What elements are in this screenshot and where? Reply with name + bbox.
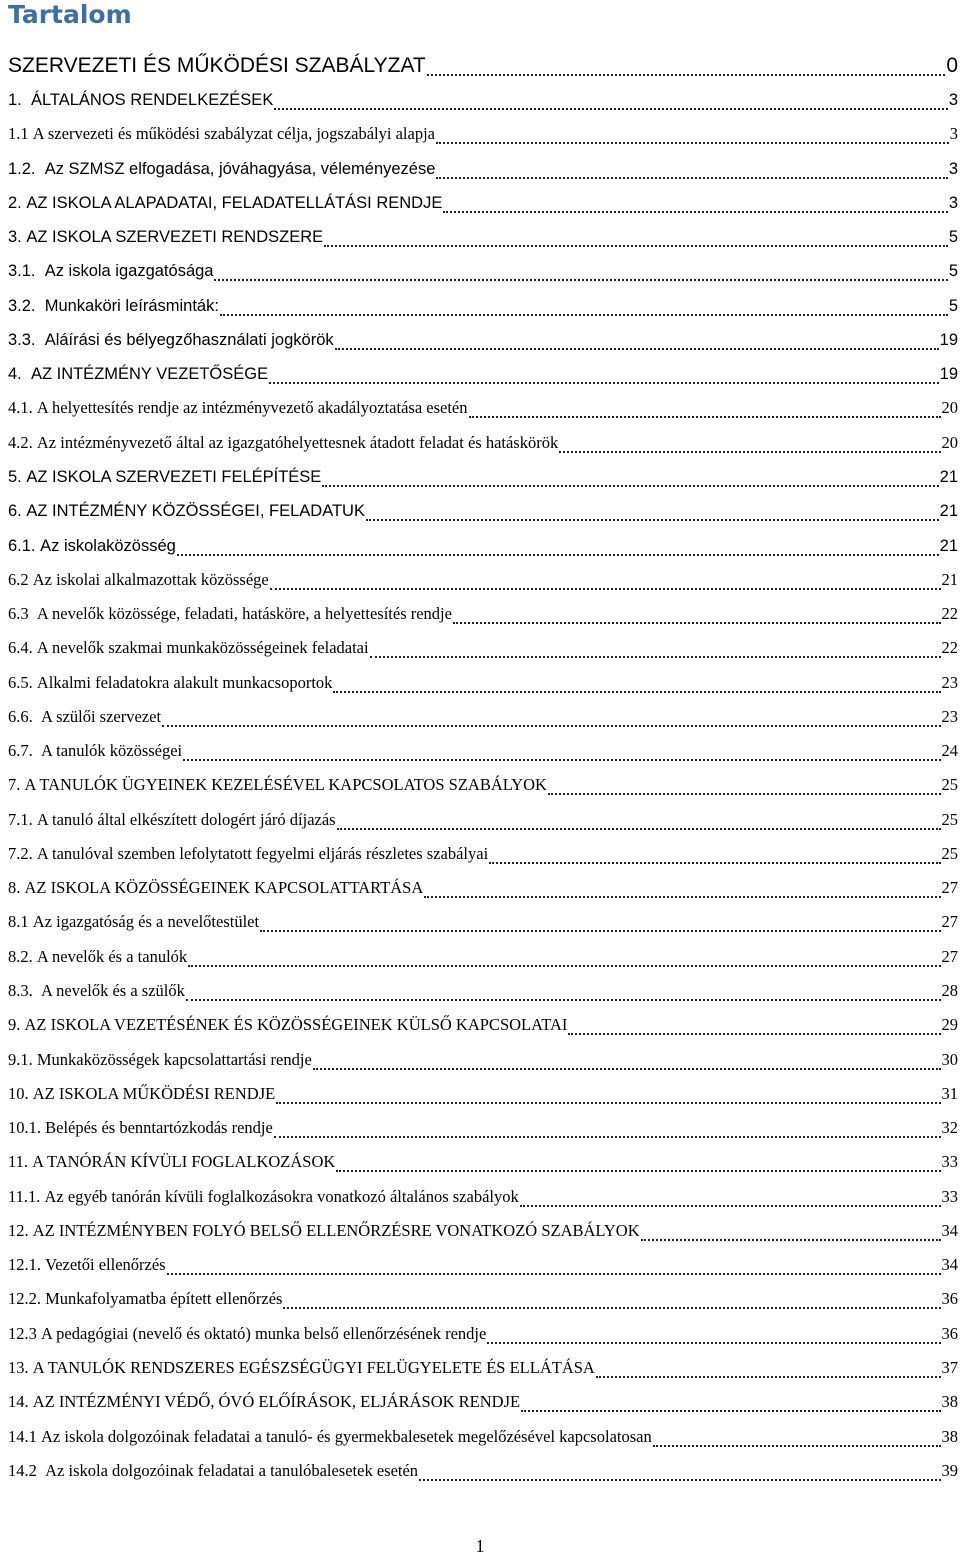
toc-entry[interactable]	[8, 1145, 958, 1179]
toc-entry-title: Az egyéb tanórán kívüli foglalkozásokra vonatkozó általános szabályok	[44, 1186, 519, 1206]
toc-entry-page: 27	[941, 912, 958, 932]
toc-entry[interactable]	[8, 49, 958, 83]
toc-entry-page: 33	[941, 1152, 958, 1172]
toc-entry-title: Vezetői ellenőrzés	[45, 1255, 166, 1275]
toc-dot-leader	[220, 314, 948, 316]
toc-entry[interactable]	[8, 186, 958, 220]
toc-entry[interactable]	[8, 426, 958, 460]
toc-entry-title: A tanuló által elkészített dologért járó díjazás	[36, 809, 336, 829]
toc-entry-number: 7.1.	[8, 809, 37, 829]
toc-dot-leader	[276, 1102, 940, 1104]
toc-entry-page: 34	[941, 1220, 958, 1240]
toc-dot-leader	[335, 348, 939, 350]
toc-dot-leader	[453, 622, 941, 624]
toc-entry-number: 3.1.	[8, 262, 45, 281]
toc-entry-number: 10.	[8, 1083, 33, 1103]
toc-entry[interactable]	[8, 289, 958, 323]
toc-entry-number: 11.1.	[8, 1186, 45, 1206]
toc-entry-title: ÁLTALÁNOS RENDELKEZÉSEK	[30, 91, 274, 109]
toc-entry-title: A nevelők szakmai munkaközösségeinek feladatai	[36, 638, 369, 658]
toc-dot-leader	[167, 1273, 941, 1275]
toc-entry-number: 12.	[8, 1220, 33, 1240]
toc-entry[interactable]	[8, 1077, 958, 1111]
toc-dot-leader	[370, 656, 941, 658]
toc-entry-title: A TANULÓK RENDSZERES EGÉSZSÉGÜGYI FELÜGYELETE ÉS ELLÁTÁSA	[32, 1357, 595, 1377]
toc-entry-page: 37	[941, 1357, 958, 1377]
toc-entry[interactable]	[8, 254, 958, 288]
toc-entry-page: 19	[939, 330, 958, 349]
toc-dot-leader	[424, 896, 940, 898]
toc-entry-title: SZERVEZETI ÉS MŰKÖDÉSI SZABÁLYZAT	[8, 54, 426, 77]
toc-entry-number: 7.	[8, 775, 25, 795]
toc-dot-leader	[337, 828, 941, 830]
toc-entry-title: Az igazgatóság és a nevelőtestület	[32, 912, 260, 932]
toc-dot-leader	[419, 1479, 940, 1481]
toc-entry-page: 38	[941, 1426, 958, 1446]
toc-dot-leader	[489, 862, 940, 864]
toc-dot-leader	[186, 999, 941, 1001]
toc-entry-page: 21	[939, 536, 958, 555]
toc-entry[interactable]	[8, 1043, 958, 1077]
toc-dot-leader	[548, 793, 941, 795]
toc-dot-leader	[269, 382, 939, 384]
toc-entry[interactable]	[8, 494, 958, 528]
toc-entry[interactable]	[8, 1420, 958, 1454]
toc-entry[interactable]	[8, 152, 958, 186]
toc-entry-number: 14.2	[8, 1460, 46, 1480]
toc-entry[interactable]	[8, 117, 958, 151]
toc-entry-title: Az iskola igazgatósága	[44, 262, 214, 281]
toc-dot-leader	[427, 74, 946, 76]
toc-entry-page: 36	[941, 1289, 958, 1309]
toc-entry-number: 12.1.	[8, 1255, 46, 1275]
toc-entry[interactable]	[8, 529, 958, 563]
toc-entry-number: 9.1.	[8, 1049, 37, 1069]
toc-entry-title: Az iskolai alkalmazottak közössége	[32, 569, 269, 589]
toc-entry-page: 21	[939, 502, 958, 521]
toc-entry-title: A nevelők közössége, feladati, hatásköre, a helyettesítés rendje	[36, 604, 452, 624]
toc-entry-number: 1.1	[8, 124, 33, 144]
toc-entry-page: 32	[941, 1118, 958, 1138]
toc-entry-title: A TANÓRÁN KÍVÜLI FOGLALKOZÁSOK	[32, 1152, 336, 1172]
toc-entry-number: 1.2.	[8, 159, 45, 178]
toc-entry-title: Belépés és benntartózkodás rendje	[45, 1118, 273, 1138]
toc-entry[interactable]	[8, 1385, 958, 1419]
toc-entry-page: 3	[948, 193, 958, 212]
toc-entry-page: 20	[941, 398, 958, 418]
toc-entry-number: 3.2.	[8, 296, 45, 315]
toc-entry[interactable]	[8, 1111, 958, 1145]
toc-dot-leader	[274, 1136, 941, 1138]
toc-entry-page: 25	[941, 809, 958, 829]
toc-entry[interactable]	[8, 1282, 958, 1316]
toc-entry-number: 6.6.	[8, 706, 41, 726]
toc-entry-number: 2.	[8, 193, 27, 212]
toc-dot-leader	[520, 1205, 941, 1207]
toc-entry-page: 0	[946, 54, 958, 77]
toc-entry-title: AZ ISKOLA ALAPADATAI, FELADATELLÁTÁSI RENDJE	[26, 193, 443, 212]
toc-dot-leader	[336, 1170, 940, 1172]
toc-entry-title: A szülői szervezet	[41, 706, 162, 726]
toc-entry[interactable]	[8, 391, 958, 425]
toc-entry[interactable]	[8, 974, 958, 1008]
toc-dot-leader	[443, 211, 947, 213]
toc-dot-leader	[366, 519, 939, 521]
toc-entry-page: 38	[941, 1392, 958, 1412]
page-title: Tartalom	[8, 0, 132, 29]
toc-entry-title: AZ INTÉZMÉNYI VÉDŐ, ÓVÓ ELŐÍRÁSOK, ELJÁRÁSOK RENDJE	[32, 1392, 521, 1412]
toc-entry-page: 19	[939, 365, 958, 384]
toc-entry[interactable]	[8, 631, 958, 665]
toc-entry[interactable]	[8, 700, 958, 734]
toc-entry[interactable]	[8, 83, 958, 117]
toc-dot-leader	[313, 1068, 941, 1070]
toc-entry-page: 30	[941, 1049, 958, 1069]
toc-entry-title: AZ INTÉZMÉNYBEN FOLYÓ BELSŐ ELLENŐRZÉSRE VONATKOZÓ SZABÁLYOK	[32, 1220, 640, 1240]
toc-entry-number: 8.3.	[8, 981, 41, 1001]
toc-entry-number: 3.3.	[8, 330, 45, 349]
toc-dot-leader	[436, 142, 949, 144]
toc-entry-title: AZ ISKOLA SZERVEZETI FELÉPÍTÉSE	[26, 467, 322, 486]
toc-entry-title: A nevelők és a tanulók	[36, 946, 188, 966]
toc-dot-leader	[177, 554, 939, 556]
toc-entry-page: 20	[941, 432, 958, 452]
toc-entry[interactable]	[8, 460, 958, 494]
toc-dot-leader	[436, 177, 947, 179]
toc-entry-page: 3	[949, 124, 958, 144]
toc-entry-number: 10.1.	[8, 1118, 46, 1138]
toc-dot-leader	[322, 485, 938, 487]
toc-entry-number: 3.	[8, 228, 27, 247]
toc-entry-title: Munkaköri leírásminták:	[44, 296, 219, 315]
toc-entry-title: Alkalmi feladatokra alakult munkacsoportok	[36, 672, 333, 692]
toc-dot-leader	[559, 451, 940, 453]
toc-entry-number: 12.2.	[8, 1289, 46, 1309]
toc-entry-page: 25	[941, 775, 958, 795]
toc-entry-page: 33	[941, 1186, 958, 1206]
toc-entry-title: Aláírási és bélyegzőhasználati jogkörök	[44, 330, 334, 349]
toc-entry-title: Az intézményvezető által az igazgatóhelyettesnek átadott feladat és hatáskörök	[36, 432, 559, 452]
toc-entry-page: 5	[948, 228, 958, 247]
toc-entry[interactable]	[8, 666, 958, 700]
toc-entry[interactable]	[8, 837, 958, 871]
toc-entry-number: 6.1.	[8, 536, 41, 555]
toc-entry-page: 25	[941, 843, 958, 863]
toc-entry[interactable]	[8, 1008, 958, 1042]
toc-entry-page: 21	[939, 467, 958, 486]
toc-entry-number: 8.	[8, 878, 25, 898]
toc-entry-page: 23	[941, 706, 958, 726]
toc-entry[interactable]	[8, 871, 958, 905]
toc-entry-number: 4.2.	[8, 432, 37, 452]
toc-entry-title: Az iskola dolgozóinak feladatai a tanulóbalesetek esetén	[45, 1460, 419, 1480]
toc-entry-page: 22	[941, 638, 958, 658]
toc-entry-title: Az iskola dolgozóinak feladatai a tanuló- és gyermekbalesetek megelőzésével kapcsolatosan	[41, 1426, 652, 1446]
toc-entry-number: 8.1	[8, 912, 33, 932]
toc-entry-title: A tanulóval szemben lefolytatott fegyelmi eljárás részletes szabályai	[36, 843, 489, 863]
toc-dot-leader	[469, 416, 941, 418]
toc-entry-title: A nevelők és a szülők	[41, 981, 185, 1001]
toc-entry-number: 6.3	[8, 604, 37, 624]
toc-entry[interactable]	[8, 563, 958, 597]
toc-dot-leader	[521, 1410, 940, 1412]
toc-entry-title: AZ ISKOLA SZERVEZETI RENDSZERE	[26, 228, 324, 247]
toc-entry-title: Munkaközösségek kapcsolattartási rendje	[36, 1049, 312, 1069]
toc-entry-page: 22	[941, 604, 958, 624]
toc-entry-title: A szervezeti és működési szabályzat célja, jogszabályi alapja	[32, 124, 435, 144]
toc-dot-leader	[183, 759, 940, 761]
toc-entry-number: 6.7.	[8, 741, 41, 761]
toc-entry[interactable]	[8, 768, 958, 802]
toc-entry-title: Az iskolaközösség	[40, 536, 176, 555]
toc-dot-leader	[653, 1445, 941, 1447]
toc-entry[interactable]	[8, 220, 958, 254]
toc-entry[interactable]	[8, 357, 958, 391]
toc-dot-leader	[283, 1307, 940, 1309]
toc-entry-number: 5.	[8, 467, 27, 486]
toc-entry-title: AZ ISKOLA VEZETÉSÉNEK ÉS KÖZÖSSÉGEINEK KÜLSŐ KAPCSOLATAI	[24, 1015, 568, 1035]
toc-entry-page: 5	[948, 262, 958, 281]
toc-entry-page: 28	[941, 981, 958, 1001]
toc-dot-leader	[333, 691, 940, 693]
page-number: 1	[475, 1536, 485, 1556]
toc-dot-leader	[270, 588, 941, 590]
toc-entry-number: 6.4.	[8, 638, 37, 658]
toc-entry[interactable]	[8, 1180, 958, 1214]
toc-entry-page: 23	[941, 672, 958, 692]
toc-entry-page: 3	[948, 91, 958, 109]
toc-dot-leader	[162, 725, 940, 727]
toc-entry-page: 21	[941, 569, 958, 589]
toc-entry[interactable]	[8, 1454, 958, 1488]
toc-entry[interactable]	[8, 803, 958, 837]
toc-dot-leader	[568, 1033, 940, 1035]
toc-dot-leader	[324, 245, 948, 247]
toc-entry-title: AZ INTÉZMÉNY VEZETŐSÉGE	[30, 365, 269, 384]
toc-entry[interactable]	[8, 323, 958, 357]
toc-entry[interactable]	[8, 1351, 958, 1385]
toc-entry-number: 13.	[8, 1357, 33, 1377]
toc-entry-number: 4.	[8, 365, 31, 384]
toc-entry[interactable]	[8, 597, 958, 631]
toc-entry-title: A pedagógiai (nevelő és oktató) munka belső ellenőrzésének rendje	[41, 1323, 487, 1343]
toc-entry-page: 34	[941, 1255, 958, 1275]
toc-entry-page: 31	[941, 1083, 958, 1103]
toc-entry-number: 7.2.	[8, 843, 37, 863]
toc-entry-number: 12.3	[8, 1323, 41, 1343]
toc-entry-number: 14.	[8, 1392, 33, 1412]
toc-entry[interactable]	[8, 940, 958, 974]
toc-entry-title: Az SZMSZ elfogadása, jóváhagyása, véleményezése	[44, 159, 436, 178]
toc-dot-leader	[274, 108, 947, 110]
toc-entry-page: 27	[941, 878, 958, 898]
toc-entry-number: 11.	[8, 1152, 33, 1172]
toc-dot-leader	[260, 930, 940, 932]
toc-entry-title: Munkafolyamatba épített ellenőrzés	[45, 1289, 283, 1309]
toc-entry-number: 6.	[8, 502, 27, 521]
toc-entry[interactable]	[8, 905, 958, 939]
toc-dot-leader	[487, 1342, 940, 1344]
toc-entry-number: 8.2.	[8, 946, 37, 966]
toc-entry-title: AZ ISKOLA KÖZÖSSÉGEINEK KAPCSOLATTARTÁSA	[24, 878, 424, 898]
toc-entry-title: A helyettesítés rendje az intézményvezető akadályoztatása esetén	[36, 398, 468, 418]
toc-entry-title: A tanulók közösségei	[41, 741, 183, 761]
toc-entry[interactable]	[8, 1248, 958, 1282]
toc-entry[interactable]	[8, 1214, 958, 1248]
toc-dot-leader	[214, 279, 947, 281]
toc-entry-page: 24	[941, 741, 958, 761]
toc-entry-number: 6.5.	[8, 672, 37, 692]
toc-dot-leader	[641, 1239, 941, 1241]
toc-entry-page: 29	[941, 1015, 958, 1035]
toc-entry[interactable]	[8, 1317, 958, 1351]
toc-entry-page: 3	[948, 159, 958, 178]
toc-entry-page: 39	[941, 1460, 958, 1480]
toc-dot-leader	[596, 1376, 941, 1378]
toc-entry-title: AZ INTÉZMÉNY KÖZÖSSÉGEI, FELADATUK	[26, 502, 365, 521]
toc-entry-number: 1.	[8, 91, 31, 109]
toc-entry-page: 27	[941, 946, 958, 966]
toc-entry-number: 4.1.	[8, 398, 37, 418]
toc-entry-page: 36	[941, 1323, 958, 1343]
toc-entry-number: 14.1	[8, 1426, 41, 1446]
toc-entry-number: 9.	[8, 1015, 25, 1035]
toc-entry-page: 5	[948, 296, 958, 315]
toc-entry-title: A TANULÓK ÜGYEINEK KEZELÉSÉVEL KAPCSOLATOS SZABÁLYOK	[24, 775, 547, 795]
toc-dot-leader	[188, 965, 940, 967]
toc-entry-number: 6.2	[8, 569, 33, 589]
toc-entry-title: AZ ISKOLA MŰKÖDÉSI RENDJE	[32, 1083, 276, 1103]
toc-entry[interactable]	[8, 734, 958, 768]
